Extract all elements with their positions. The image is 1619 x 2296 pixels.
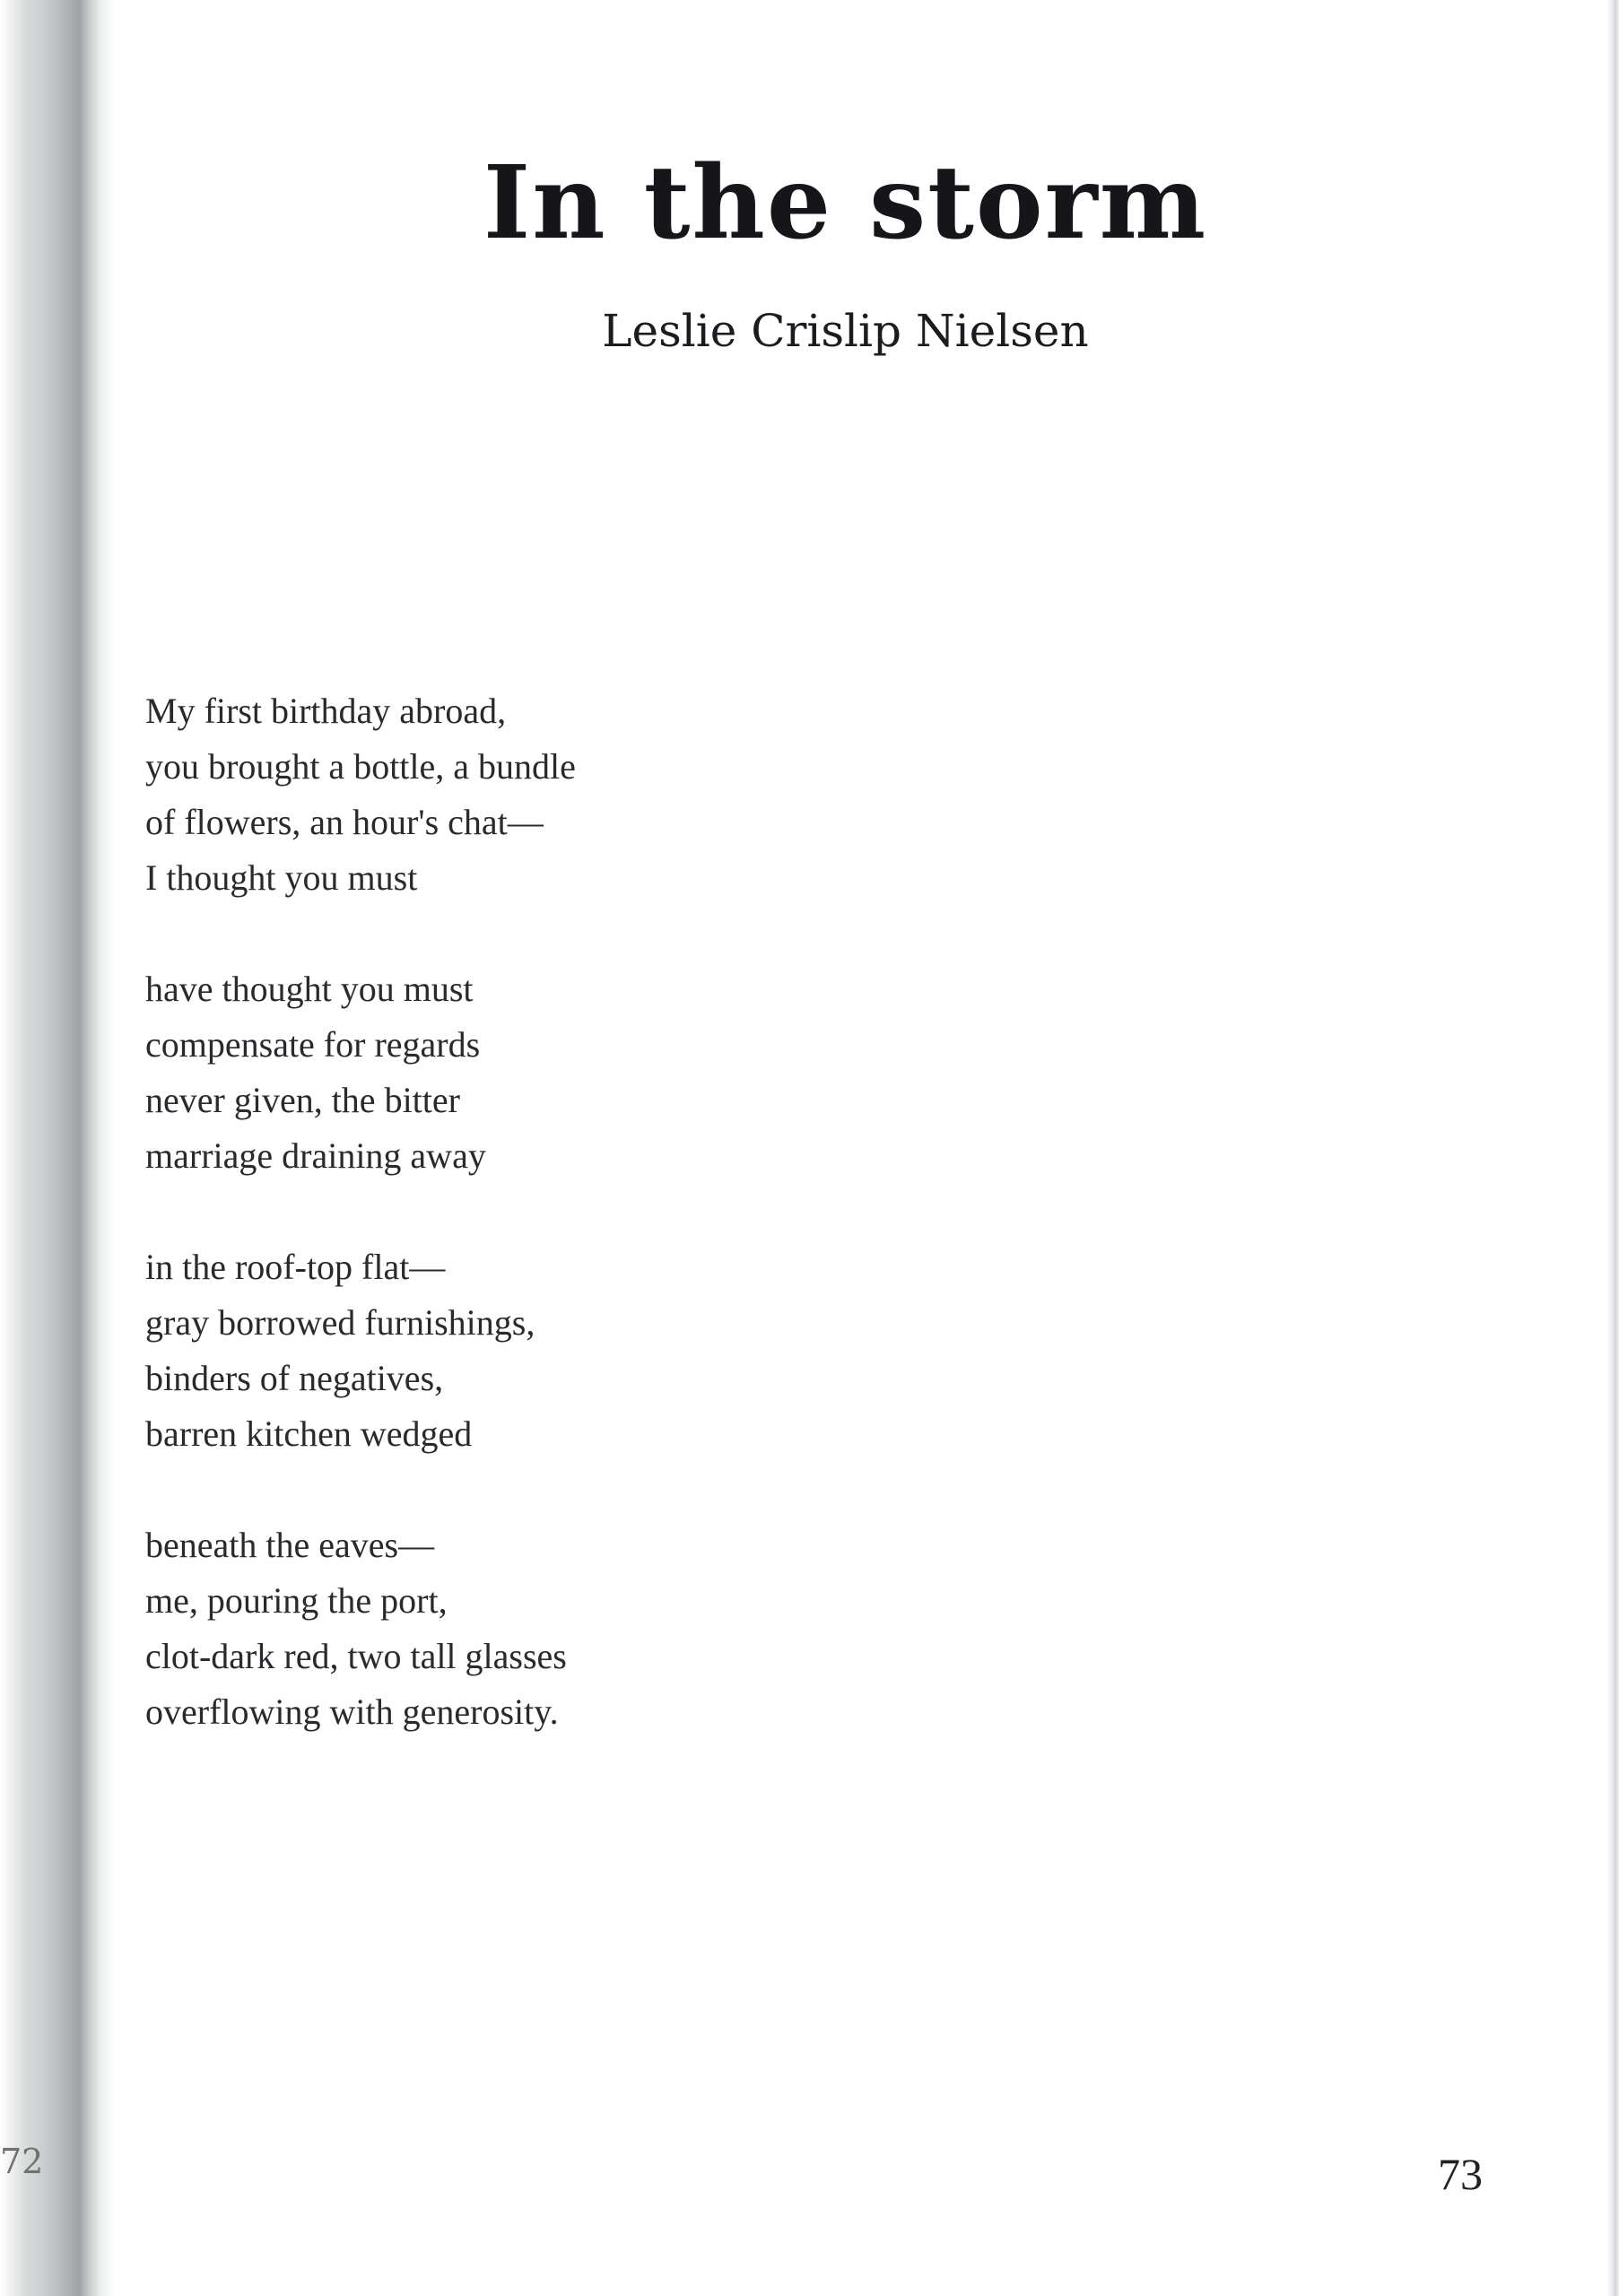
stanza — [145, 683, 953, 906]
stanza — [145, 961, 953, 1184]
page-number: 73 — [1438, 2149, 1483, 2199]
poem-line: compensate for regards — [145, 1024, 481, 1065]
poem-line: marriage draining away — [145, 1135, 486, 1176]
stanza — [145, 1518, 953, 1740]
poem-line: have thought you must — [145, 969, 474, 1009]
poem-line: overflowing with generosity. — [145, 1692, 559, 1732]
stanza — [145, 1239, 953, 1462]
previous-page-number: 72 — [0, 2142, 44, 2181]
poem-line: gray borrowed furnishings, — [145, 1302, 535, 1343]
poem-line: clot-dark red, two tall glasses — [145, 1636, 567, 1676]
poem-line: My first birthday abroad, — [145, 691, 507, 731]
poem-line: me, pouring the port, — [145, 1580, 448, 1621]
poem-line: binders of negatives, — [145, 1358, 444, 1398]
poem-line: you brought a bottle, a bundle — [145, 746, 576, 787]
poem-body — [145, 683, 953, 1796]
poem-line: of flowers, an hour's chat— — [145, 802, 544, 842]
poem-line: never given, the bitter — [145, 1080, 460, 1120]
poem-line: I thought you must — [145, 857, 418, 898]
poem-line: in the roof-top flat— — [145, 1247, 446, 1287]
poem-line: beneath the eaves— — [145, 1525, 435, 1565]
poem-title: In the storm — [483, 144, 1208, 262]
poem-author: Leslie Crislip Nielsen — [602, 305, 1089, 357]
poem-line: barren kitchen wedged — [145, 1413, 473, 1454]
